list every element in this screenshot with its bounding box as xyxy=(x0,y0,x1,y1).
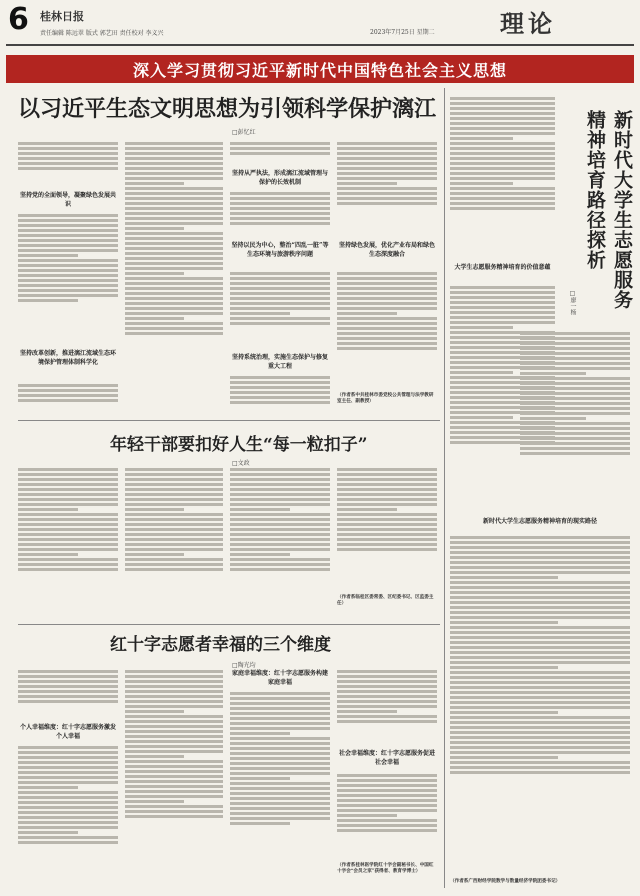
page-header xyxy=(0,0,640,52)
article4-author-note: （作者系广西财经学院数学与数量经济学院团委书记） xyxy=(450,879,561,884)
article4-title: 新时代大学生志愿服务精神培育路径探析 xyxy=(584,110,633,310)
article1-body-text xyxy=(230,190,330,240)
article3-body-text xyxy=(230,690,330,884)
article4-body-text xyxy=(450,534,630,874)
article3-body-text xyxy=(337,668,437,748)
article1-body-text xyxy=(18,140,118,188)
article3-subhead-3: 社会幸福维度：红十字志愿服务促进社会幸福 xyxy=(338,750,435,766)
article4-subhead-2: 新时代大学生志愿服务精神培育的现实路径 xyxy=(482,518,597,525)
article1-body-text xyxy=(230,270,330,350)
article1-body-text xyxy=(18,382,118,416)
header-rule xyxy=(6,44,634,46)
article2-body-text xyxy=(230,466,330,616)
section-divider xyxy=(18,420,440,421)
article2-body-text xyxy=(18,466,118,616)
article3-body-text xyxy=(18,668,118,720)
issue-date: 2023年7月25日 星期二 xyxy=(370,29,435,36)
staff-line: 责任编辑 陈远翠 版式 郭艺田 责任校对 李义兴 xyxy=(40,30,164,37)
article1-body-text xyxy=(337,140,437,236)
page-number: 6 xyxy=(8,2,29,37)
article3-body-text xyxy=(337,772,437,860)
article3-subhead-1: 个人幸福维度：红十字志愿服务激发个人幸福 xyxy=(19,724,116,740)
article3-byline: □陶光均 xyxy=(232,662,256,669)
article2-title: 年轻干部要扣好人生“每一粒扣子” xyxy=(110,435,368,455)
article4-body-text xyxy=(520,330,630,510)
article3-body-text xyxy=(18,744,118,884)
article1-subhead-6: 坚持绿色发展，优化产业布局和绿色生态深度融合 xyxy=(338,242,435,258)
article1-subhead-4: 坚持以民为中心，整治“四乱一脏”等生态环境与旅游秩序问题 xyxy=(231,242,329,258)
column-divider xyxy=(444,88,445,888)
article1-byline: □彭忆红 xyxy=(232,129,256,136)
article4-body-text xyxy=(450,95,555,260)
article2-body-text xyxy=(337,466,437,588)
article1-body-text xyxy=(125,140,223,416)
topic-banner xyxy=(6,55,634,83)
article3-author-note: （作者系桂林医学院红十字会副秘书长、中国红十字会“会员之家”获得者、教育学博士） xyxy=(337,863,434,874)
article1-title: 以习近平生态文明思想为引领科学保护漓江 xyxy=(18,96,437,122)
article1-author-note: （作者系中共桂林市委党校公共管理与法学教研室主任、副教授） xyxy=(337,393,434,404)
article1-subhead-2: 坚持改革创新，推进漓江流域生态环境保护管理体制科学化 xyxy=(19,350,116,366)
article1-body-text xyxy=(230,140,330,162)
section-name: 理论 xyxy=(500,9,556,38)
article1-body-text xyxy=(337,270,437,388)
article2-author-note: （作者系临桂区委常委、区纪委书记、区监委主任） xyxy=(337,595,434,606)
article1-subhead-1: 坚持党的全面领导，凝聚绿色发展共识 xyxy=(19,192,116,208)
article1-body-text xyxy=(18,212,118,344)
article2-body-text xyxy=(125,466,223,616)
article3-subhead-2: 家庭幸福维度：红十字志愿服务构建家庭幸福 xyxy=(231,670,328,686)
article1-body-text xyxy=(230,374,330,416)
article4-byline: □廖一杨 xyxy=(569,290,576,315)
article4-subhead-1: 大学生志愿服务精神培育的价值意蕴 xyxy=(454,264,551,271)
section-divider xyxy=(18,624,440,625)
article3-body-text xyxy=(125,668,223,884)
newspaper-name: 桂林日报 xyxy=(40,10,84,23)
banner-text: 深入学习贯彻习近平新时代中国特色社会主义思想 xyxy=(132,60,507,80)
article1-subhead-3: 坚持从严执法，形成漓江流域管理与保护的长效机制 xyxy=(231,170,328,186)
article2-byline: □文政 xyxy=(232,460,250,467)
article3-title: 红十字志愿者幸福的三个维度 xyxy=(110,635,331,655)
article1-subhead-5: 坚持系统治理，实施生态保护与修复重大工程 xyxy=(231,354,328,370)
